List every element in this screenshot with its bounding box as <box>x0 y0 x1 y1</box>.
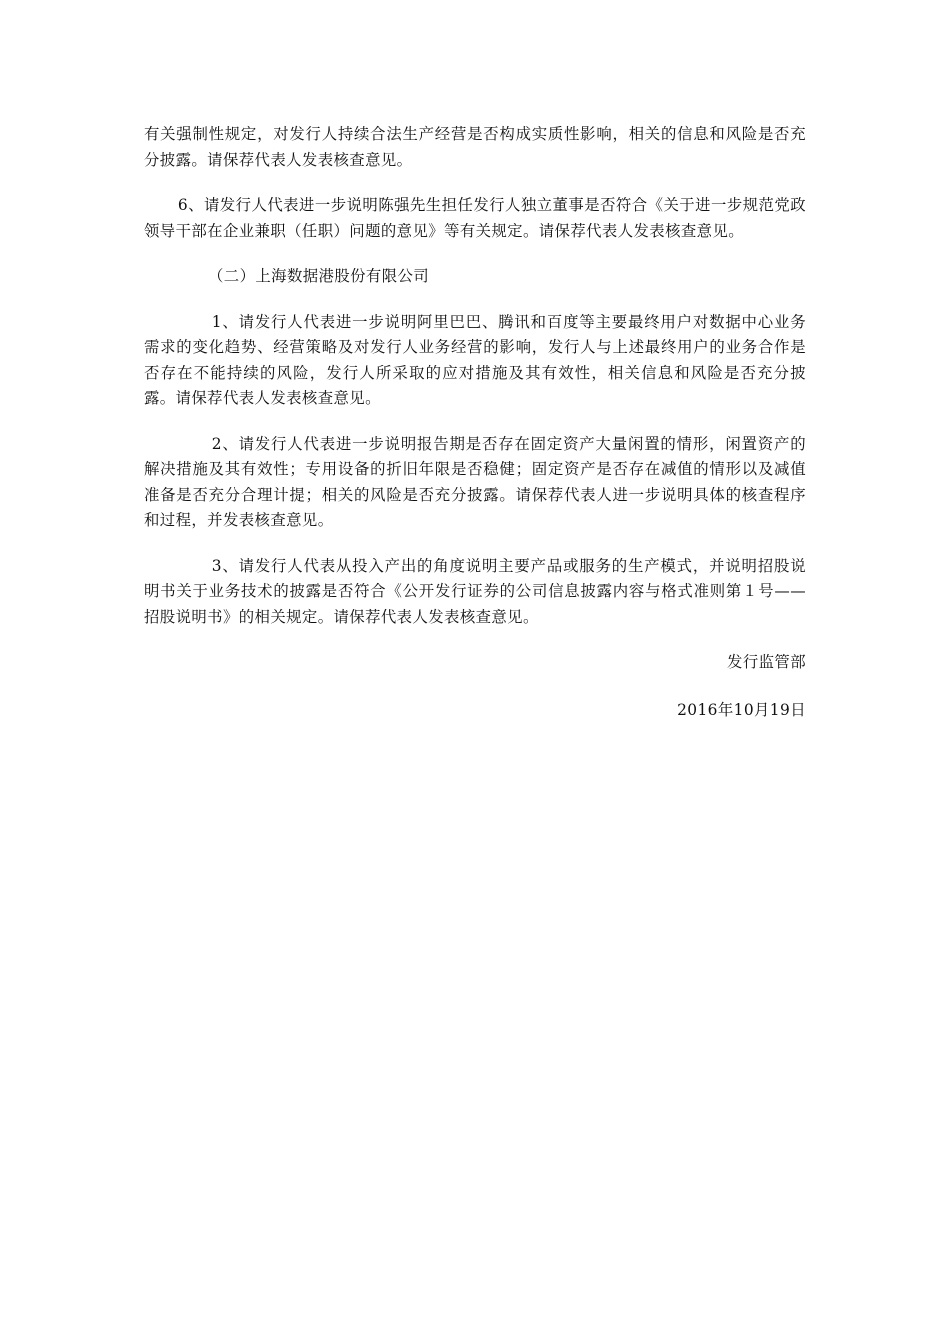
document-body <box>144 122 806 723</box>
issuing-department: 发行监管部 <box>727 653 806 671</box>
paragraph-question-3: 3、请发行人代表从投入产出的角度说明主要产品或服务的生产模式，并说明招股说明书关于业务技术的披露是否符合《公开发行证券的公司信息披露内容与格式准则第１号——招股说明书》的相关规定。请保荐代表人发表核查意见。 <box>144 556 806 626</box>
paragraph-question-2: 2、请发行人代表进一步说明报告期是否存在固定资产大量闲置的情形，闲置资产的解决措施及其有效性；专用设备的折旧年限是否稳健；固定资产是否存在减值的情形以及减值准备是否充分合理计提；相关的风险是否充分披露。请保荐代表人进一步说明具体的核查程序和过程，并发表核查意见。 <box>144 434 806 529</box>
section-heading-shanghai-data-port: （二）上海数据港股份有限公司 <box>208 267 430 285</box>
paragraph-question-1: 1、请发行人代表进一步说明阿里巴巴、腾讯和百度等主要最终用户对数据中心业务需求的变化趋势、经营策略及对发行人业务经营的影响，发行人与上述最终用户的业务合作是否存在不能持续的风险，发行人所采取的应对措施及其有效性，相关信息和风险是否充分披露。请保荐代表人发表核查意见。 <box>144 312 806 407</box>
paragraph-continued: 有关强制性规定，对发行人持续合法生产经营是否构成实质性影响，相关的信息和风险是否充分披露。请保荐代表人发表核查意见。 <box>144 125 806 169</box>
paragraph-item-6: 6、请发行人代表进一步说明陈强先生担任发行人独立董事是否符合《关于进一步规范党政领导干部在企业兼职（任职）问题的意见》等有关规定。请保荐代表人发表核查意见。 <box>144 196 806 240</box>
document-date: 2016年10月19日 <box>677 700 806 719</box>
